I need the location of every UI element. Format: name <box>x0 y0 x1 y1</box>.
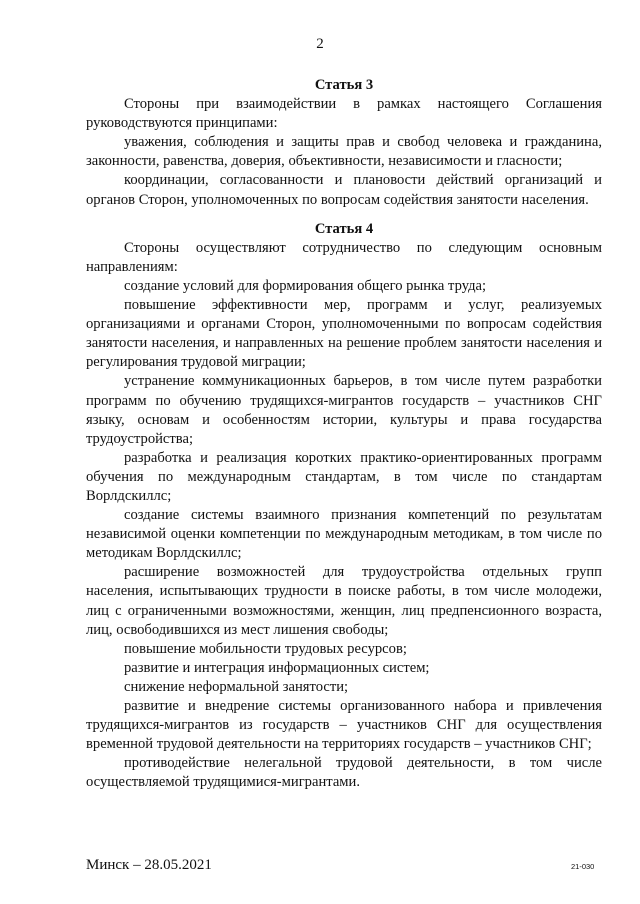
article-3-paragraph: Стороны при взаимодействии в рамках настоящего Соглашения руководствуются принципами: <box>86 96 602 132</box>
article-4-paragraph: создание условий для формирования общего рынка труда; <box>124 277 487 294</box>
article-3-heading: Статья 3 <box>314 77 374 93</box>
article-4-paragraph: Стороны осуществляют сотрудничество по следующим основным направлениям: <box>86 239 602 275</box>
footer-document-code: 21-030 <box>571 862 595 871</box>
article-4-paragraph: развитие и внедрение системы организованного набора и привлечения трудящихся-мигрантов из государств – участников СНГ для осуществления временной трудовой деятельности на территориях государств – участников СНГ; <box>86 698 602 753</box>
article-4-paragraph: повышение эффективности мер, программ и услуг, реализуемых организациями и органами Сторон, уполномоченными по вопросам содействия занятости населения, и направленных на решение проблем занятости населения и регулирования трудовой миграции; <box>86 297 602 371</box>
article-4-paragraph: развитие и интеграция информационных систем; <box>124 659 430 676</box>
footer-place-date: Минск – 28.05.2021 <box>86 857 212 873</box>
article-3 <box>86 76 602 210</box>
document-body <box>86 76 602 792</box>
article-4 <box>86 220 602 793</box>
article-4-paragraph: снижение неформальной занятости; <box>124 678 349 695</box>
article-4-paragraph: повышение мобильности трудовых ресурсов; <box>124 640 407 657</box>
page-number: 2 <box>316 36 324 52</box>
article-4-paragraph: устранение коммуникационных барьеров, в том числе путем разработки программ по обучению трудящихся-мигрантов государств – участников СНГ языку, основам и особенностям истории, культуры и права государства трудоустройства; <box>86 373 602 447</box>
article-4-paragraph: противодействие нелегальной трудовой деятельности, в том числе осуществляемой трудящимися-мигрантами. <box>86 755 602 791</box>
article-3-paragraph: уважения, соблюдения и защиты прав и свобод человека и гражданина, законности, равенства, доверия, объективности, независимости и гласности; <box>86 134 602 170</box>
article-4-paragraph: разработка и реализация коротких практико-ориентированных программ обучения по международным стандартам, в том числе по стандартам Ворлдскиллс; <box>86 449 602 504</box>
article-4-paragraph: создание системы взаимного признания компетенций по результатам независимой оценки компетенции по международным методикам, в том числе по методикам Ворлдскиллс; <box>86 507 602 562</box>
article-3-paragraph: координации, согласованности и плановости действий организаций и органов Сторон, уполномоченных по вопросам содействия занятости населения. <box>86 172 602 208</box>
article-4-paragraph: расширение возможностей для трудоустройства отдельных групп населения, испытывающих трудности в поиске работы, в том числе молодежи, лиц с ограниченными возможностями, женщин, лиц предпенсионного возраста, лиц, освободившихся из мест лишения свободы; <box>86 564 602 638</box>
article-4-heading: Статья 4 <box>314 220 374 237</box>
